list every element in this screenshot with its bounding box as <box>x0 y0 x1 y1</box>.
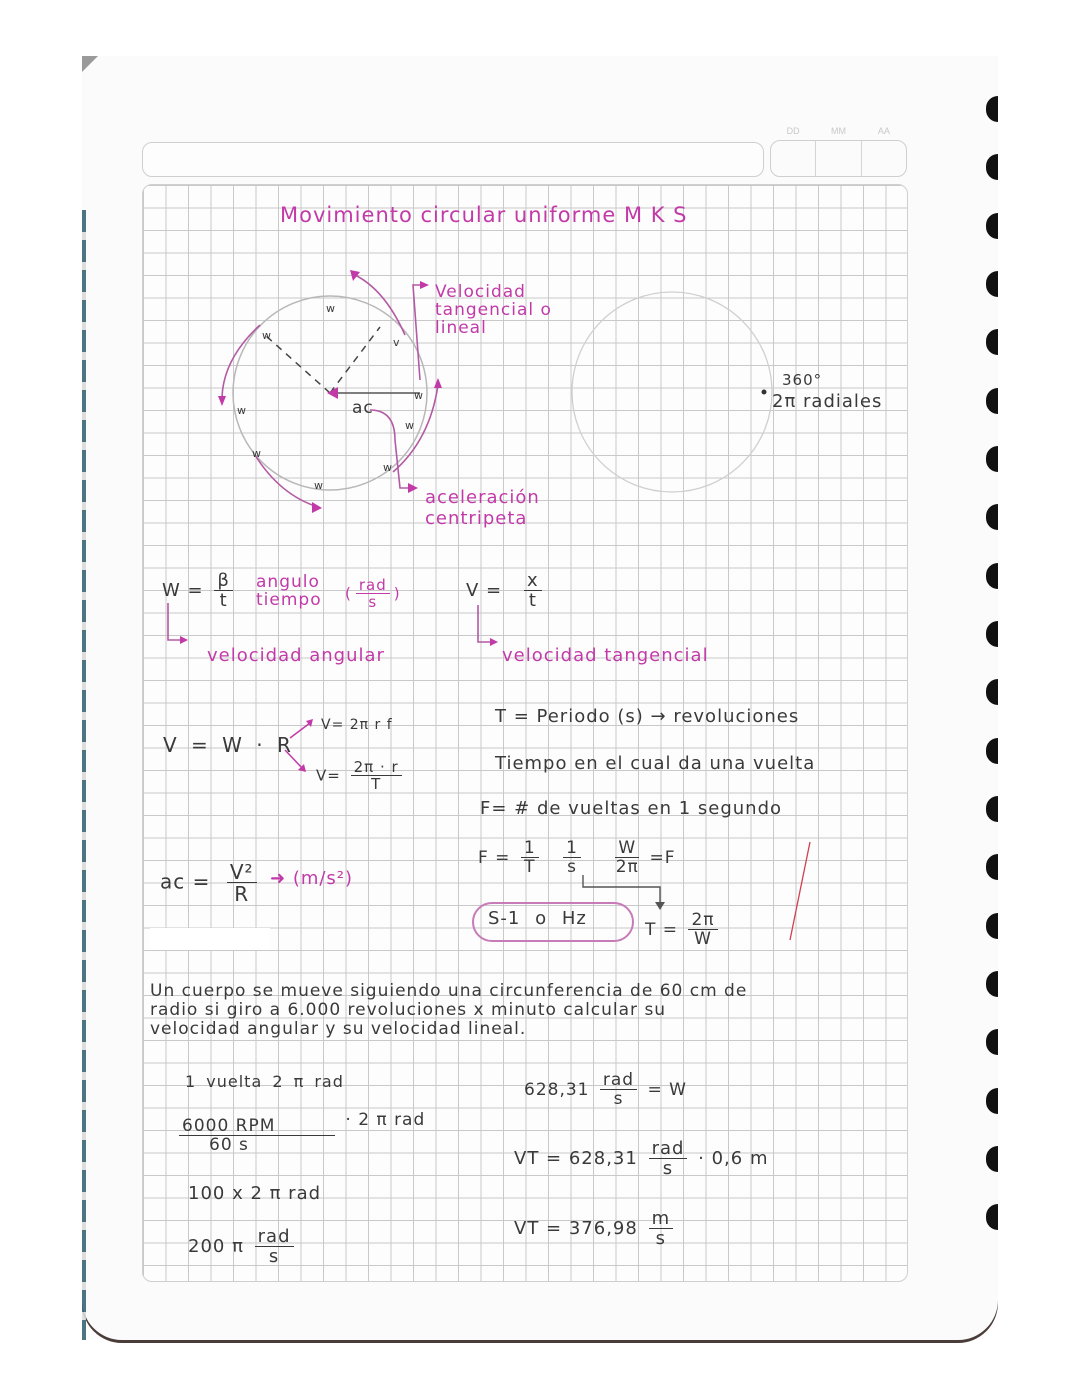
work-100x2pi: 100 x 2 π rad <box>188 1183 322 1204</box>
frequency-definition: F= # de vueltas en 1 segundo <box>480 798 783 819</box>
omega-symbol: w <box>252 447 262 460</box>
date-year-label: AA <box>877 126 890 136</box>
tangential-velocity-formula: V = $\frac{x}{t}$ <box>466 572 557 610</box>
radians-label: 2π radiales <box>772 391 883 412</box>
angle-note: angulo <box>256 572 320 592</box>
centripetal-unit: ➜ (m/s²) <box>270 868 354 889</box>
work-200pi: 200 π $\frac{\text{rad}}{s}$ <box>188 1228 298 1266</box>
page-title: Movimiento circular uniforme M K S <box>280 203 688 227</box>
omega-symbol: w <box>405 419 415 432</box>
v-2pi-r-over-t-formula: V= $\frac{2\pi \cdot r}{T}$ <box>316 760 406 792</box>
velocity-symbol: v <box>393 336 401 349</box>
omega-symbol: w <box>383 461 393 474</box>
date-month-label: MM <box>830 126 846 136</box>
time-note: tiempo <box>256 590 322 610</box>
work-vt-result: VT = 376,98 $\frac{m}{s}$ <box>514 1210 677 1248</box>
frequency-formula: F = $\frac{1}{T}$ $\frac{1}{s}$ $\frac{W}{2\pi}$ =F <box>478 838 676 877</box>
work-rpm-conversion: $\frac{\text{6000 RPM}}{60 s}$ · 2 π rad <box>175 1118 425 1154</box>
work-vt-calc: VT = 628,31 $\frac{\text{rad}}{s}$ · 0,6 m <box>514 1138 769 1179</box>
frequency-units: S-1 o Hz <box>488 908 587 929</box>
tangential-velocity-label: Velocidad tangencial o lineal <box>435 282 552 338</box>
work-one-turn: 1 vuelta 2 π rad <box>185 1072 344 1091</box>
v-equals-wr-formula: V = W · R <box>163 733 295 757</box>
omega-symbol: w <box>414 389 424 402</box>
tangential-velocity-caption: velocidad tangencial <box>502 645 709 666</box>
centripetal-formula: ac = $\frac{\text{V²}}{R}$ <box>160 862 266 904</box>
degrees-label: 360° <box>782 371 823 389</box>
period-definition: T = Periodo (s) → revoluciones <box>495 706 800 727</box>
period-from-omega-formula: T = $\frac{2\pi}{W}$ <box>645 912 722 948</box>
angular-velocity-formula: W = $\frac{\beta}{t}$ <box>162 572 237 610</box>
problem-statement: Un cuerpo se mueve siguiendo una circunferencia de 60 cm de radio si giro a 6.000 revoluciones x minuto calcular su velocidad angular y su velocidad lineal. <box>150 981 748 1039</box>
work-omega-result: 628,31 $\frac{\text{rad}}{s}$ = W <box>524 1070 687 1109</box>
centripetal-accel-symbol: ac <box>352 398 374 418</box>
omega-symbol: w <box>237 404 247 417</box>
date-day-label: DD <box>786 126 800 136</box>
centripetal-accel-label: aceleración centripeta <box>425 487 540 529</box>
omega-symbol: w <box>262 329 272 342</box>
redacted-area <box>150 928 270 950</box>
omega-symbol: w <box>314 479 324 492</box>
angular-velocity-caption: velocidad angular <box>207 645 385 666</box>
v-2pi-r-f-formula: V= 2π r f <box>321 717 393 733</box>
angular-unit: ( $\frac{\text{rad}}{s}$ ) <box>345 576 401 611</box>
omega-symbol: w <box>326 302 336 315</box>
period-description: Tiempo en el cual da una vuelta <box>495 753 816 774</box>
